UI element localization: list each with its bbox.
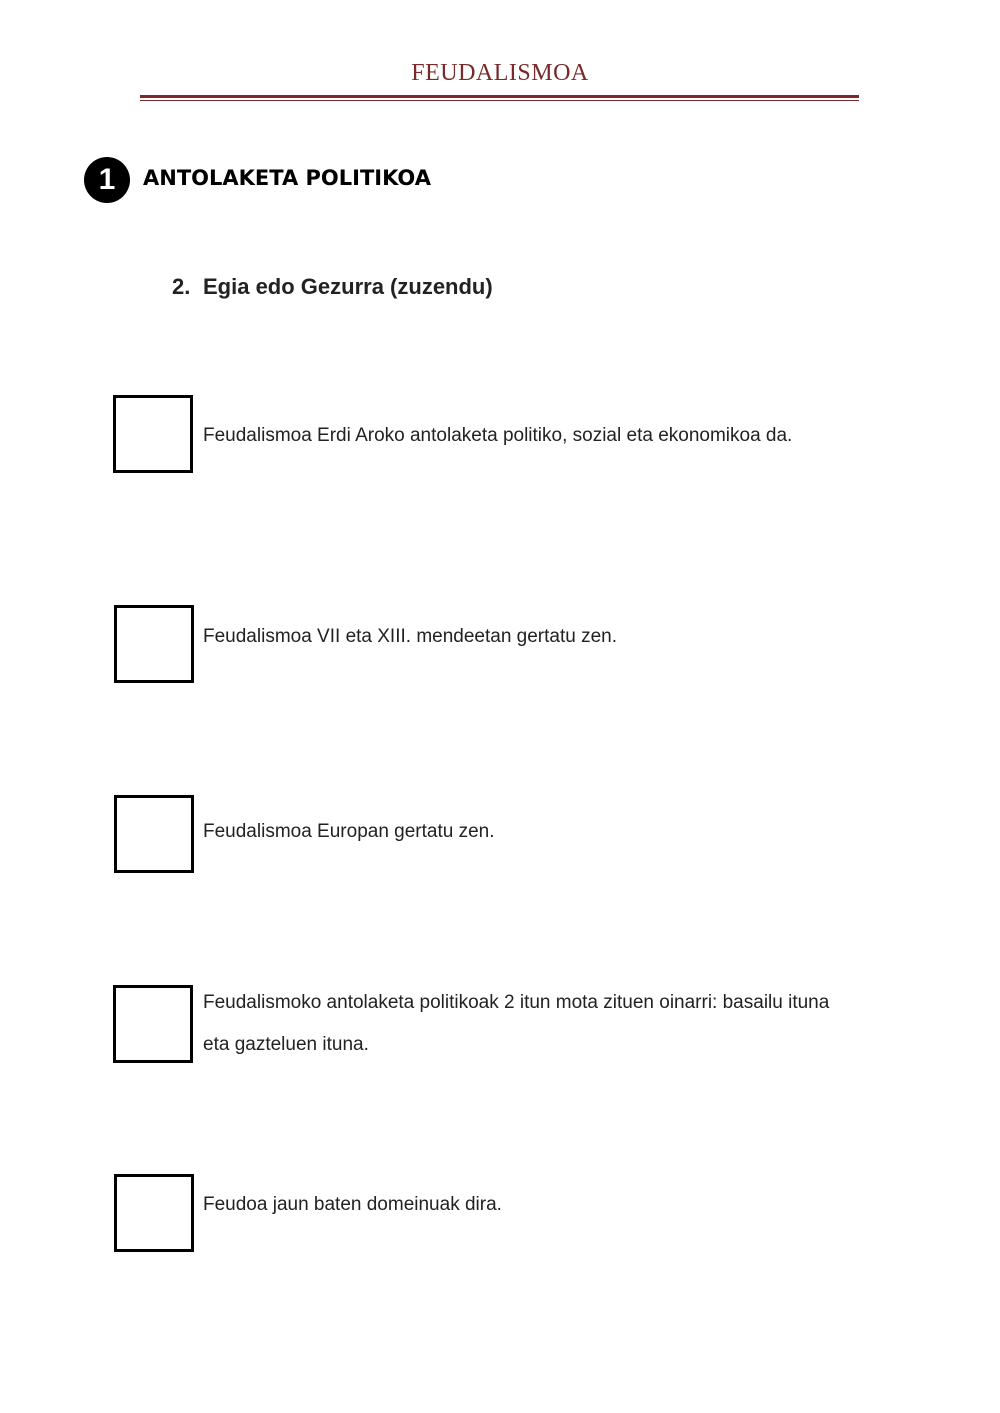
answer-box-3[interactable] — [114, 795, 194, 873]
header-rule-thin — [140, 100, 859, 101]
statement-text-2: Feudalismoa VII eta XIII. mendeetan gertatu zen. — [203, 626, 618, 647]
statement-text-4: Feudalismoko antolaketa politikoak 2 itun mota zituen oinarri: basailu ituna eta gazteluen ituna. — [203, 992, 830, 1055]
question-number: 2. — [172, 274, 191, 299]
header-rule-thick — [140, 95, 859, 98]
question-title: Egia edo Gezurra (zuzendu) — [203, 274, 493, 299]
statement-text-1: Feudalismoa Erdi Aroko antolaketa politiko, sozial eta ekonomikoa da. — [203, 425, 793, 446]
statement-text-3: Feudalismoa Europan gertatu zen. — [203, 821, 495, 842]
circled-number-one-icon: 1 — [84, 157, 130, 203]
answer-box-1[interactable] — [113, 395, 193, 473]
answer-box-5[interactable] — [114, 1174, 194, 1252]
statement-text-5: Feudoa jaun baten domeinuak dira. — [203, 1194, 502, 1215]
question-heading — [172, 274, 493, 300]
answer-box-4[interactable] — [113, 985, 193, 1063]
answer-box-2[interactable] — [114, 605, 194, 683]
document-title: FEUDALISMOA — [411, 60, 589, 86]
section-title: ANTOLAKETA POLITIKOA — [143, 166, 431, 190]
